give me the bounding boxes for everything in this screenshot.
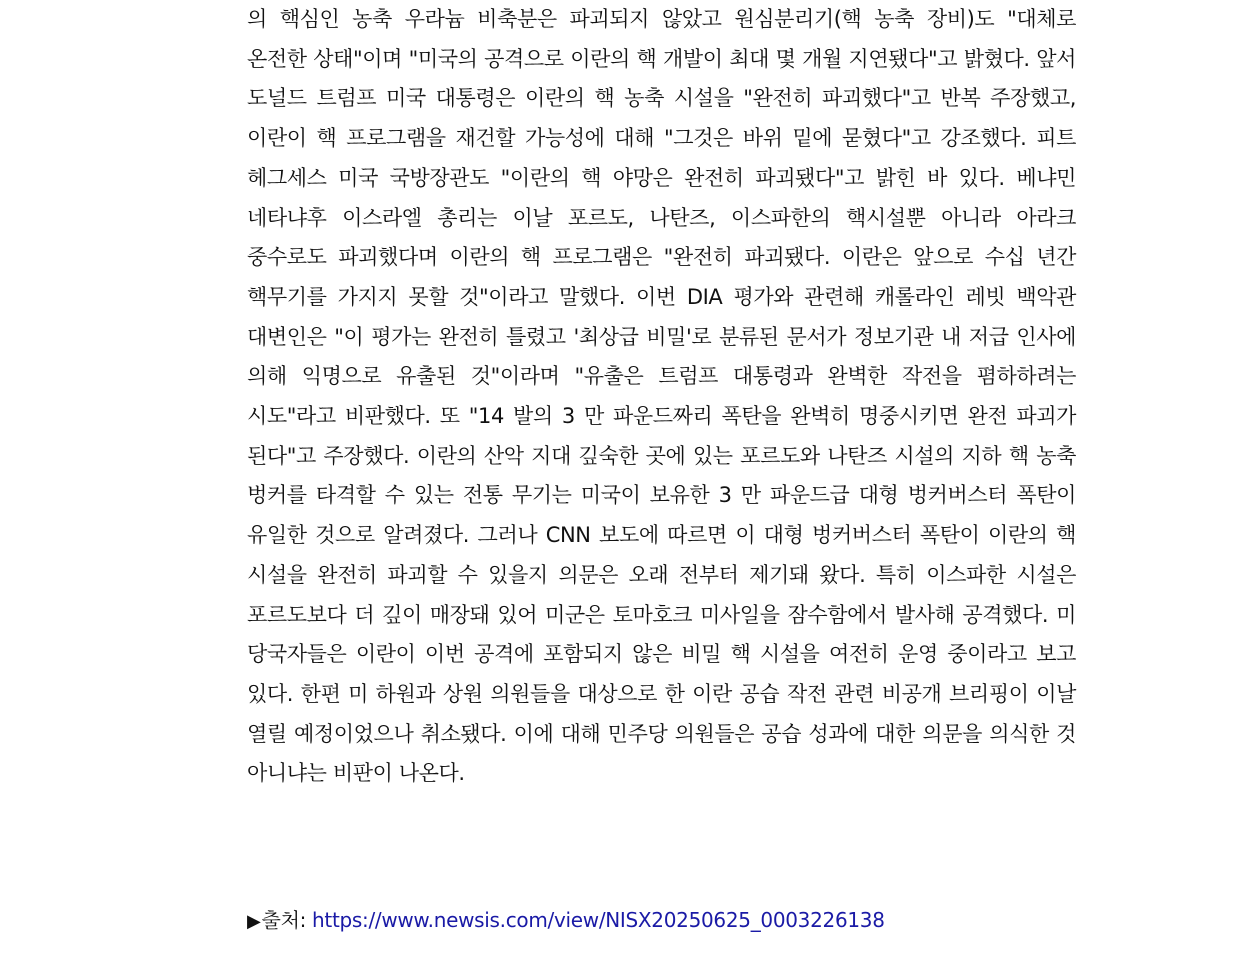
source-label: 출처: xyxy=(261,908,307,932)
source-line xyxy=(247,902,885,940)
article-body-text: 의 핵심인 농축 우라늄 비축분은 파괴되지 않았고 원심분리기(핵 농축 장비)도 "대체로 온전한 상태"이며 "미국의 공격으로 이란의 핵 개발이 최대 몇 개월 지연됐다"고 밝혔다. 앞서 도널드 트럼프 미국 대통령은 이란의 핵 농축 시설을 "완전히 파괴했다"고 반복 주장했고, 이란이 핵 프로그램을 재건할 가능성에 대해 "그것은 바위 밑에 묻혔다"고 강조했다. 피트 헤그세스 미국 국방장관도 "이란의 핵 야망은 완전히 파괴됐다"고 밝힌 바 있다. 베냐민 네타냐후 이스라엘 총리는 이날 포르도, 나탄즈, 이스파한의 핵시설뿐 아니라 아라크 중수로도 파괴했다며 이란의 핵 프로그램은 "완전히 파괴됐다. 이란은 앞으로 수십 년간 핵무기를 가지지 못할 것"이라고 말했다. 이번 DIA 평가와 관련해 캐롤라인 레빗 백악관 대변인은 "이 평가는 완전히 틀렸고 '최상급 비밀'로 분류된 문서가 정보기관 내 저급 인사에 의해 익명으로 유출된 것"이라며 "유출은 트럼프 대통령과 완벽한 작전을 폄하하려는 시도"라고 비판했다. 또 "14 발의 3 만 파운드짜리 폭탄을 완벽히 명중시키면 완전 파괴가 된다"고 주장했다. 이란의 산악 지대 깊숙한 곳에 있는 포르도와 나탄즈 시설의 지하 핵 농축 벙커를 타격할 수 있는 전통 무기는 미국이 보유한 3 만 파운드급 대형 벙커버스터 폭탄이 유일한 것으로 알려졌다. 그러나 CNN 보도에 따르면 이 대형 벙커버스터 폭탄이 이란의 핵 시설을 완전히 파괴할 수 있을지 의문은 오래 전부터 제기돼 왔다. 특히 이스파한 시설은 포르도보다 더 깊이 매장돼 있어 미군은 토마호크 미사일을 잠수함에서 발사해 공격했다. 미 당국자들은 이란이 이번 공격에 포함되지 않은 비밀 핵 시설을 여전히 운영 중이라고 보고 있다. 한편 미 하원과 상원 의원들을 대상으로 한 이란 공습 작전 관련 비공개 브리핑이 이날 열릴 예정이었으나 취소됐다. 이에 대해 민주당 의원들은 공습 성과에 대한 의문을 의식한 것 아니냐는 비판이 나온다. xyxy=(247,7,1076,786)
triangle-right-icon: ▶ xyxy=(247,911,261,932)
article-container xyxy=(247,0,1076,794)
source-link[interactable]: https://www.newsis.com/view/NISX20250625_0003226138 xyxy=(312,908,885,932)
